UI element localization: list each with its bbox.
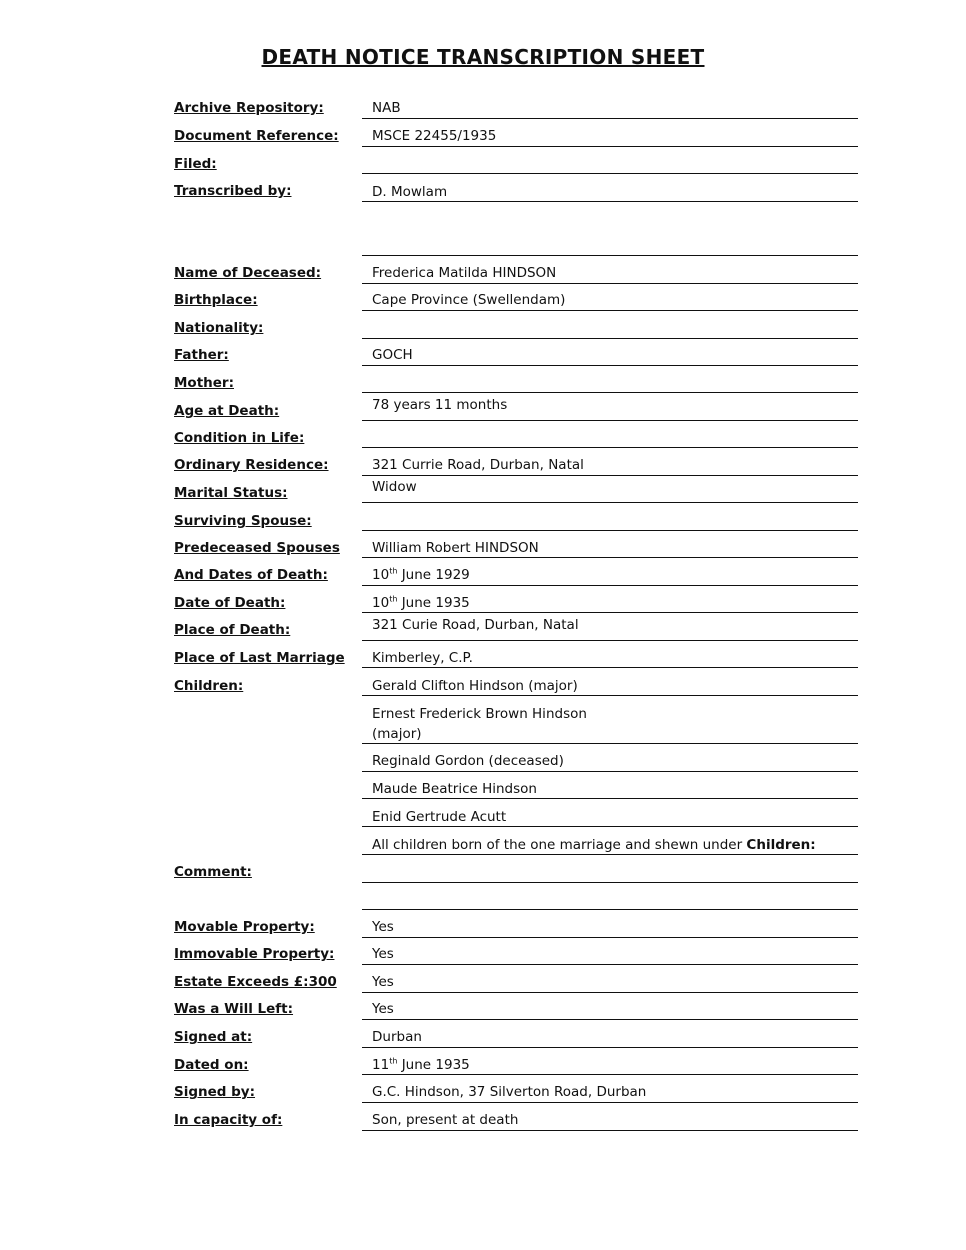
label-signed-at: Signed at: xyxy=(174,1029,253,1045)
value-signed-at: Durban xyxy=(372,1029,422,1045)
label-age-at-death: Age at Death: xyxy=(174,403,280,419)
label-place-of-death: Place of Death: xyxy=(174,622,291,638)
field-line xyxy=(362,612,858,613)
field-line xyxy=(362,854,858,855)
label-marital-status: Marital Status: xyxy=(174,485,288,501)
field-line xyxy=(362,365,858,366)
field-line xyxy=(362,882,858,883)
label-signed-by: Signed by: xyxy=(174,1084,256,1100)
field-line xyxy=(362,992,858,993)
value-estate-exceeds: Yes xyxy=(372,974,394,990)
value-immovable-property: Yes xyxy=(372,946,394,962)
label-and-dates-of-death: And Dates of Death: xyxy=(174,567,328,583)
value-predeceased-spouses: William Robert HINDSON xyxy=(372,540,539,556)
label-transcribed-by: Transcribed by: xyxy=(174,183,292,199)
value-transcribed-by: D. Mowlam xyxy=(372,184,448,200)
field-line xyxy=(362,1130,858,1131)
value-was-a-will-left: Yes xyxy=(372,1001,394,1017)
field-line xyxy=(362,937,858,938)
label-movable-property: Movable Property: xyxy=(174,919,315,935)
children-note: All children born of the one marriage and shewn under Children: xyxy=(372,837,816,853)
child-item: Ernest Frederick Brown Hindson xyxy=(372,706,587,722)
child-item: Gerald Clifton Hindson (major) xyxy=(372,678,578,694)
field-line xyxy=(362,420,858,421)
field-line xyxy=(362,1074,858,1075)
value-in-capacity-of: Son, present at death xyxy=(372,1112,519,1128)
value-document-reference: MSCE 22455/1935 xyxy=(372,128,497,144)
field-line xyxy=(362,695,858,696)
field-line xyxy=(362,640,858,641)
label-in-capacity-of: In capacity of: xyxy=(174,1112,283,1128)
separator-line xyxy=(362,909,858,910)
value-movable-property: Yes xyxy=(372,919,394,935)
value-and-dates-of-death: 10th June 1929 xyxy=(372,566,470,583)
value-marital-status: Widow xyxy=(372,479,417,495)
label-nationality: Nationality: xyxy=(174,320,264,336)
value-place-of-death: 321 Curie Road, Durban, Natal xyxy=(372,617,579,633)
value-birthplace: Cape Province (Swellendam) xyxy=(372,292,566,308)
field-line xyxy=(362,557,858,558)
value-father: GOCH xyxy=(372,347,413,363)
child-item: Enid Gertrude Acutt xyxy=(372,809,507,825)
label-place-of-last-marriage: Place of Last Marriage xyxy=(174,650,345,666)
label-filed: Filed: xyxy=(174,156,217,172)
field-line xyxy=(362,1047,858,1048)
child-item: Reginald Gordon (deceased) xyxy=(372,753,564,769)
value-ordinary-residence: 321 Currie Road, Durban, Natal xyxy=(372,457,584,473)
sheet-title: DEATH NOTICE TRANSCRIPTION SHEET xyxy=(261,45,705,69)
field-line xyxy=(362,743,858,744)
field-line xyxy=(362,964,858,965)
label-was-a-will-left: Was a Will Left: xyxy=(174,1001,294,1017)
label-archive-repository: Archive Repository: xyxy=(174,100,324,116)
label-date-of-death: Date of Death: xyxy=(174,595,286,611)
field-line xyxy=(362,798,858,799)
child-item: (major) xyxy=(372,726,422,742)
label-mother: Mother: xyxy=(174,375,234,391)
label-dated-on: Dated on: xyxy=(174,1057,249,1073)
label-comment: Comment: xyxy=(174,864,252,880)
label-ordinary-residence: Ordinary Residence: xyxy=(174,457,329,473)
value-dated-on: 11th June 1935 xyxy=(372,1056,470,1073)
label-predeceased-spouses: Predeceased Spouses xyxy=(174,540,340,556)
value-name-of-deceased: Frederica Matilda HINDSON xyxy=(372,265,557,281)
label-estate-exceeds: Estate Exceeds £:300 xyxy=(174,974,337,990)
field-line xyxy=(362,283,858,284)
label-condition-in-life: Condition in Life: xyxy=(174,430,305,446)
label-father: Father: xyxy=(174,347,229,363)
field-line xyxy=(362,475,858,476)
field-line xyxy=(362,392,858,393)
field-line xyxy=(362,1102,858,1103)
field-line xyxy=(362,118,858,119)
label-name-of-deceased: Name of Deceased: xyxy=(174,265,322,281)
label-surviving-spouse: Surviving Spouse: xyxy=(174,513,312,529)
field-line xyxy=(362,585,858,586)
field-line xyxy=(362,1019,858,1020)
field-line xyxy=(362,173,858,174)
value-place-of-last-marriage: Kimberley, C.P. xyxy=(372,650,473,666)
value-date-of-death: 10th June 1935 xyxy=(372,594,470,611)
field-line xyxy=(362,826,858,827)
field-line xyxy=(362,201,858,202)
field-line xyxy=(362,146,858,147)
child-item: Maude Beatrice Hindson xyxy=(372,781,537,797)
separator-line xyxy=(362,255,858,256)
value-archive-repository: NAB xyxy=(372,100,401,116)
field-line xyxy=(362,530,858,531)
value-signed-by: G.C. Hindson, 37 Silverton Road, Durban xyxy=(372,1084,647,1100)
value-age-at-death: 78 years 11 months xyxy=(372,397,508,413)
label-children: Children: xyxy=(174,678,244,694)
label-birthplace: Birthplace: xyxy=(174,292,258,308)
label-immovable-property: Immovable Property: xyxy=(174,946,335,962)
field-line xyxy=(362,502,858,503)
label-document-reference: Document Reference: xyxy=(174,128,339,144)
field-line xyxy=(362,310,858,311)
field-line xyxy=(362,667,858,668)
field-line xyxy=(362,771,858,772)
field-line xyxy=(362,338,858,339)
field-line xyxy=(362,447,858,448)
